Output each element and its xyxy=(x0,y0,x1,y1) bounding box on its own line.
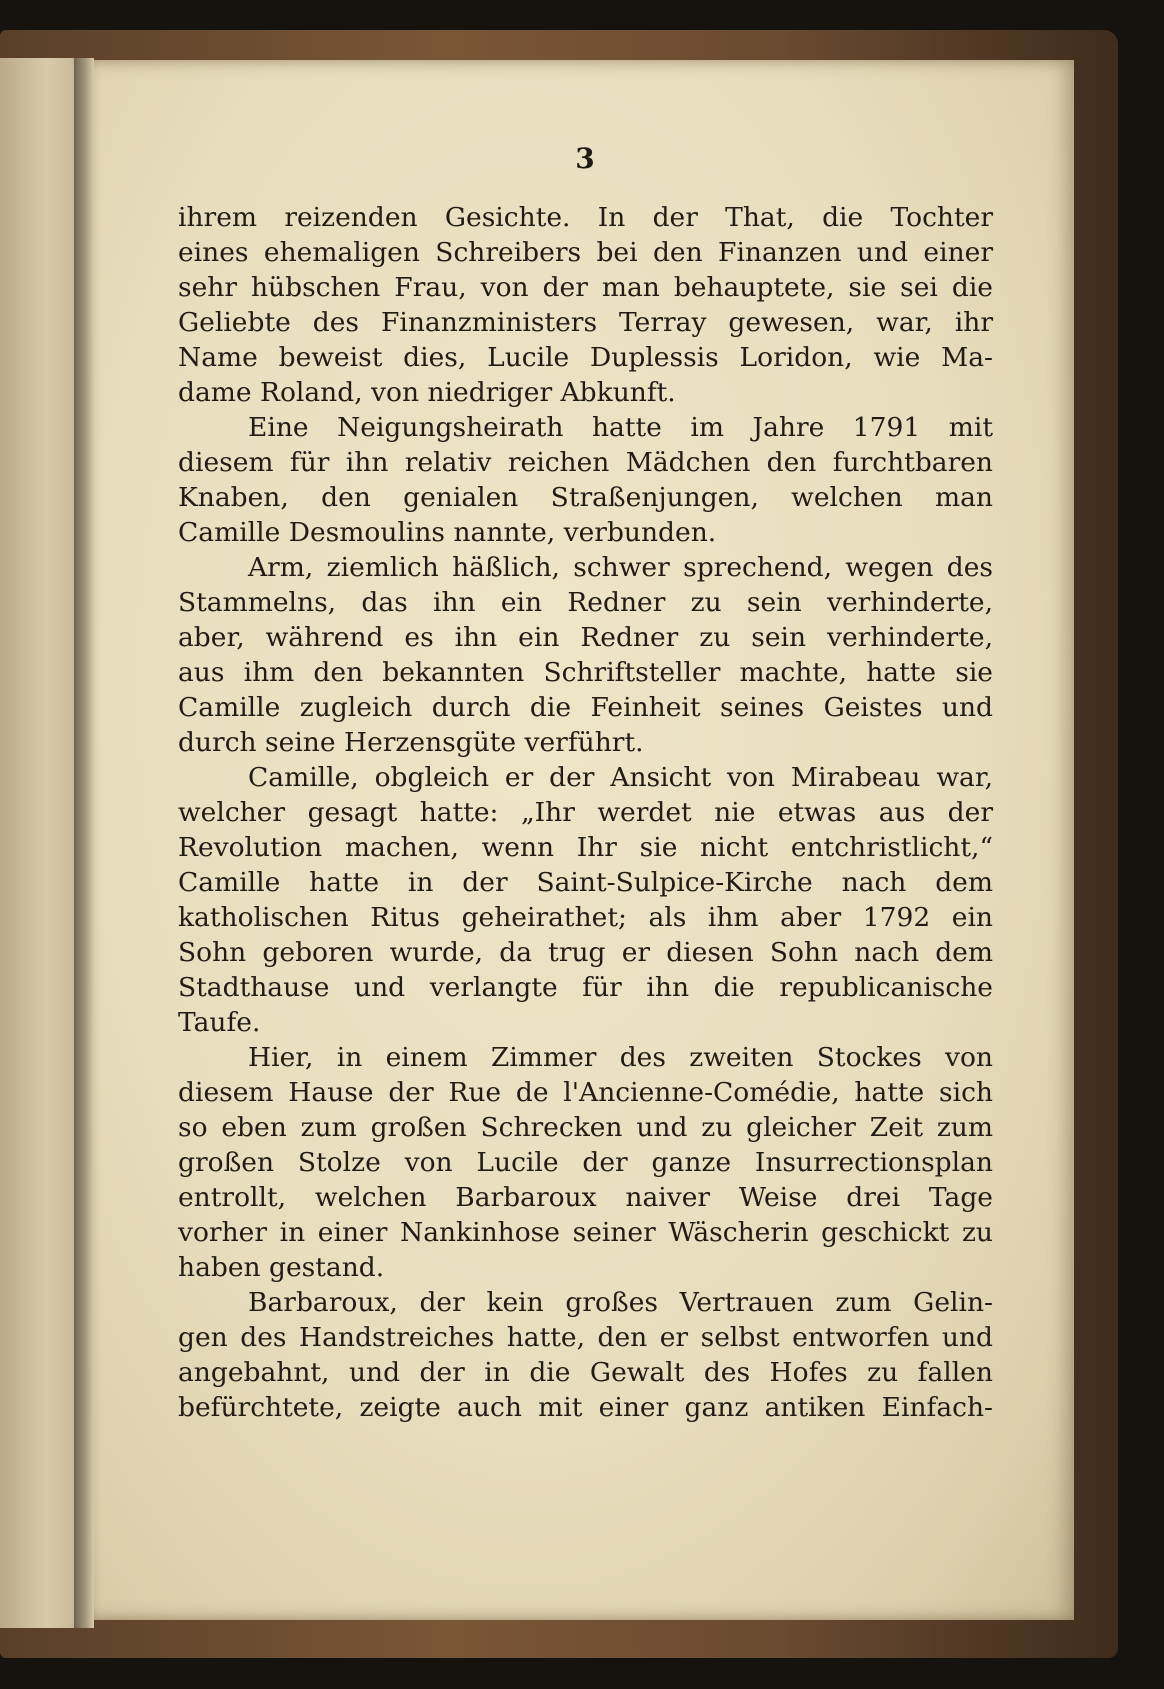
text-line: diesem für ihn relativ reichen Mädchen den furchtbaren xyxy=(178,447,993,478)
text-line: Barbaroux, der kein großes Vertrauen zum Gelin- xyxy=(248,1287,993,1318)
text-line: Taufe. xyxy=(178,1007,261,1038)
text-line: angebahnt, und der in die Gewalt des Hofes zu fallen xyxy=(178,1357,993,1388)
page-number: 3 xyxy=(575,142,595,175)
text-line: Stammelns, das ihn ein Redner zu sein verhinderte, xyxy=(178,587,993,618)
text-line: dame Roland, von niedriger Abkunft. xyxy=(178,377,676,408)
text-line: diesem Hause der Rue de l'Ancienne-Comédie, hatte sich xyxy=(178,1077,993,1108)
text-line: Revolution machen, wenn Ihr sie nicht entchristlicht,“ xyxy=(178,832,993,863)
text-line: Hier, in einem Zimmer des zweiten Stockes von xyxy=(248,1042,993,1073)
text-line: eines ehemaligen Schreibers bei den Finanzen und einer xyxy=(178,237,993,268)
text-line: sehr hübschen Frau, von der man behauptete, sie sei die xyxy=(178,272,993,303)
text-line: Arm, ziemlich häßlich, schwer sprechend, wegen des xyxy=(248,552,993,583)
text-line: Camille, obgleich er der Ansicht von Mirabeau war, xyxy=(248,762,993,793)
text-line: Knaben, den genialen Straßenjungen, welchen man xyxy=(178,482,993,513)
text-line: Camille Desmoulins nannte, verbunden. xyxy=(178,517,717,548)
text-line: Stadthause und verlangte für ihn die republicanische xyxy=(178,972,993,1003)
body-text xyxy=(178,200,993,1425)
text-line: gen des Handstreiches hatte, den er selbst entworfen und xyxy=(178,1322,993,1353)
text-line: welcher gesagt hatte: „Ihr werdet nie etwas aus der xyxy=(178,797,993,828)
text-line: aber, während es ihn ein Redner zu sein verhinderte, xyxy=(178,622,993,653)
text-line: Camille zugleich durch die Feinheit seines Geistes und xyxy=(178,692,993,723)
text-line: Name beweist dies, Lucile Duplessis Loridon, wie Ma- xyxy=(178,342,993,373)
text-line: aus ihm den bekannten Schriftsteller machte, hatte sie xyxy=(178,657,993,688)
text-line: befürchtete, zeigte auch mit einer ganz antiken Einfach- xyxy=(178,1392,993,1423)
text-line: haben gestand. xyxy=(178,1252,385,1283)
text-line: so eben zum großen Schrecken und zu gleicher Zeit zum xyxy=(178,1112,993,1143)
text-line: ihrem reizenden Gesichte. In der That, die Tochter xyxy=(178,202,993,233)
text-line: Geliebte des Finanzministers Terray gewesen, war, ihr xyxy=(178,307,993,338)
text-line: großen Stolze von Lucile der ganze Insurrectionsplan xyxy=(178,1147,993,1178)
book-gutter xyxy=(74,58,94,1628)
text-line: Eine Neigungsheirath hatte im Jahre 1791 mit xyxy=(248,412,993,443)
text-line: katholischen Ritus geheirathet; als ihm aber 1792 ein xyxy=(178,902,993,933)
left-page-edge xyxy=(0,58,84,1628)
text-line: entrollt, welchen Barbaroux naiver Weise drei Tage xyxy=(178,1182,993,1213)
text-line: vorher in einer Nankinhose seiner Wäscherin geschickt zu xyxy=(178,1217,993,1248)
text-line: Sohn geboren wurde, da trug er diesen Sohn nach dem xyxy=(178,937,993,968)
text-line: Camille hatte in der Saint-Sulpice-Kirche nach dem xyxy=(178,867,993,898)
text-line: durch seine Herzensgüte verführt. xyxy=(178,727,644,758)
